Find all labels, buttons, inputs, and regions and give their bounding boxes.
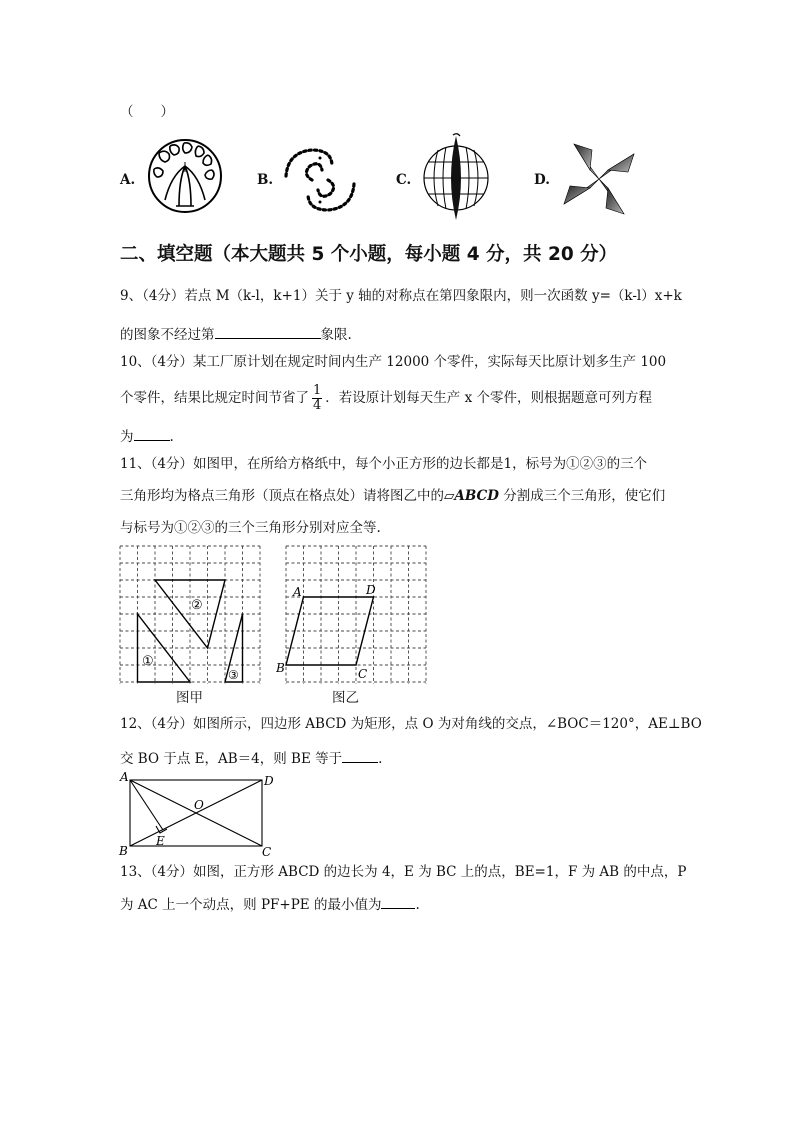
q13-line2-a: 为 AC 上一个动点，则 PF+PE 的最小值为 (120, 897, 382, 913)
option-d-label: D. (534, 172, 550, 188)
q12-line2 (120, 748, 382, 769)
q10-frac-den: 4 (313, 398, 322, 413)
option-a-label: A. (120, 172, 136, 188)
q12-line2-a: 交 BO 于点 E，AB＝4，则 BE 等于 (120, 751, 343, 767)
q11-abcd: ABCD (454, 488, 499, 504)
q13-line1: 13、（4分）如图，正方形 ABCD 的边长为 4，E 为 BC 上的点，BE=1，F 为 AB 的中点，P (120, 864, 687, 880)
q10-line3-b: . (169, 429, 174, 445)
q9-line1: 9、（4分）若点 M（k-l，k+1）关于 y 轴的对称点在第四象限内，则一次函数 y=（k-l）x+k (120, 288, 682, 304)
q10-fraction (312, 384, 322, 413)
figure-jia (118, 544, 264, 686)
q11-line2 (120, 486, 665, 506)
figure-yi (276, 544, 430, 686)
q9-line2-b: 象限. (320, 327, 352, 343)
q12-label-o: O (194, 798, 204, 812)
q9-line2-a: 的图象不经过第 (120, 327, 215, 343)
figure-jia-caption: 图甲 (176, 690, 203, 706)
q11-line3: 与标号为①②③的三个三角形分别对应全等. (120, 520, 381, 536)
q10-line3-a: 为 (120, 429, 134, 445)
vertex-c: C (358, 667, 368, 681)
q11-line2-a: 三角形均为格点三角形（顶点在格点处）请将图乙中的 (120, 488, 444, 504)
q10-line2 (120, 384, 652, 413)
option-a-figure (146, 136, 224, 216)
option-b-figure (282, 144, 358, 216)
triangle-1-mark: ① (142, 654, 154, 669)
q12-label-e: E (156, 834, 165, 848)
section-title: 二、填空题（本大题共 5 个小题，每小题 4 分，共 20 分） (120, 244, 618, 265)
answer-bracket: （ ） (120, 104, 174, 120)
q13-line2 (120, 894, 420, 915)
q10-line2-a: 个零件，结果比规定时间节省了 (120, 390, 309, 406)
q12-rectangle-figure (116, 770, 276, 858)
option-d-figure (560, 140, 638, 218)
q11-line2-b: 分割成三个三角形，使它们 (498, 488, 666, 504)
q13-answer-blank[interactable] (381, 894, 415, 909)
q12-line2-b: . (378, 751, 383, 767)
q12-label-b: B (119, 844, 128, 858)
q13-line2-b: . (415, 897, 420, 913)
option-c-label: C. (396, 172, 412, 188)
figure-yi-caption: 图乙 (332, 690, 359, 706)
parallelogram-symbol: ▱ (444, 488, 455, 504)
q10-line2-b: ．若设原计划每天生产 x 个零件，则根据题意可列方程 (325, 390, 652, 406)
q12-line1: 12、（4分）如图所示，四边形 ABCD 为矩形，点 O 为对角线的交点，∠BOC＝120°，AE⊥BO (120, 716, 702, 732)
option-b-label: B. (257, 172, 274, 188)
q11-line1: 11、（4分）如图甲，在所给方格纸中，每个小正方形的边长都是1，标号为①②③的三个 (120, 456, 648, 472)
q10-line3 (120, 426, 174, 447)
option-c-figure (420, 132, 492, 222)
q12-label-a: A (120, 770, 129, 784)
vertex-a: A (293, 585, 302, 599)
q12-label-c: C (262, 845, 272, 858)
triangle-2-mark: ② (191, 598, 203, 613)
q10-line1: 10、（4分）某工厂原计划在规定时间内生产 12000 个零件，实际每天比原计划多生产 100 (120, 354, 667, 370)
q10-frac-num: 1 (313, 383, 322, 398)
vertex-b: B (276, 661, 285, 675)
triangle-3-mark: ③ (228, 668, 239, 682)
vertex-d: D (366, 583, 376, 597)
q9-line2 (120, 324, 352, 345)
q12-label-d: D (264, 774, 274, 788)
q12-answer-blank[interactable] (342, 748, 378, 763)
q10-answer-blank[interactable] (134, 426, 170, 441)
q9-answer-blank[interactable] (215, 324, 321, 339)
